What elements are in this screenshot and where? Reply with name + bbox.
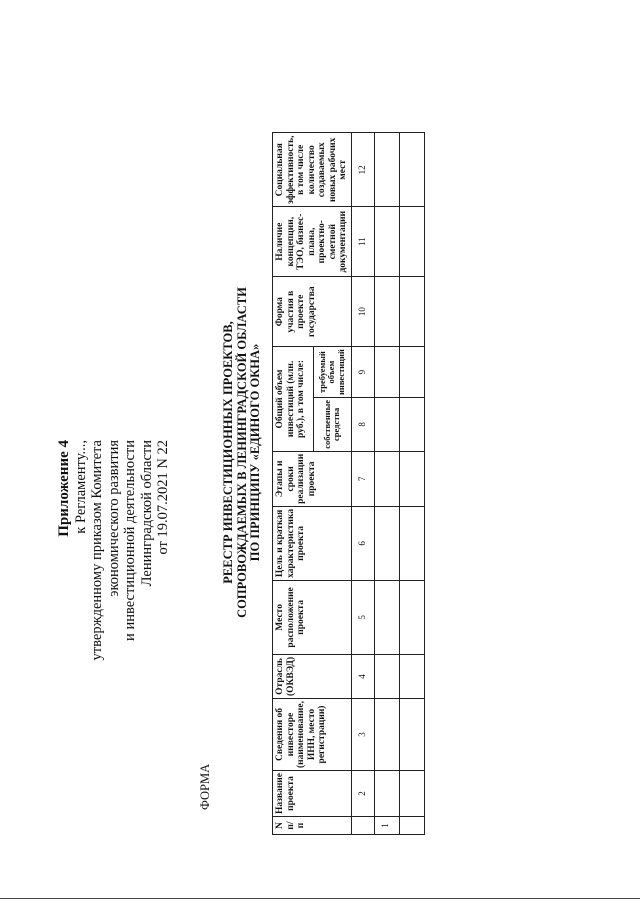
- table-cell: [399, 397, 424, 451]
- table-cell: [399, 506, 424, 580]
- col-number: 2: [351, 770, 374, 816]
- col-header: Социальная эффективность, в том числе количество создаваемых новых рабочих мест: [273, 133, 352, 207]
- col-number: 11: [351, 207, 374, 277]
- table-cell: [399, 817, 424, 835]
- appendix-line: Ленинградской области: [138, 440, 155, 587]
- table-cell: [399, 347, 424, 398]
- col-number: 9: [351, 347, 374, 398]
- table-cell: [374, 133, 399, 207]
- table-row: [399, 133, 424, 835]
- col-number: 10: [351, 277, 374, 347]
- appendix-line: утвержденному приказом Комитета: [89, 440, 105, 661]
- appendix-line: к Регламенту...,: [72, 440, 89, 534]
- col-number: 12: [351, 133, 374, 207]
- col-header: Наличие концепции, ТЭО, бизнес-плана, проектно-сметной документации: [273, 207, 352, 277]
- col-header: Название проекта: [273, 770, 352, 816]
- appendix-title: Приложение 4: [56, 440, 72, 537]
- table-cell: [399, 654, 424, 698]
- appendix-line: экономического развития: [105, 440, 122, 597]
- col-header: Форма участия в проекте государства: [273, 277, 352, 347]
- table-row: [374, 133, 399, 835]
- title-line: ПО ПРИНЦИПУ «ЕДИНОГО ОКНА»: [248, 343, 262, 562]
- header-row: [273, 133, 314, 835]
- col-number: 7: [351, 451, 374, 506]
- col-header: Этапы и сроки реализации проекта: [273, 451, 352, 506]
- col-number: [351, 817, 374, 835]
- table-cell: [374, 580, 399, 654]
- table-cell: [374, 347, 399, 398]
- col-header: Цель и краткая характеристика проекта: [273, 506, 352, 580]
- col-number: 6: [351, 506, 374, 580]
- table-cell: [399, 207, 424, 277]
- col-header: Сведения об инвесторе (наименование, ИНН, место регистрации): [273, 699, 352, 771]
- document-title: [222, 0, 263, 905]
- col-number: 8: [351, 397, 374, 451]
- column-number-row: [351, 133, 374, 835]
- table-cell: [399, 770, 424, 816]
- table-cell: [399, 699, 424, 771]
- table-cell: [374, 699, 399, 771]
- appendix-line: от 19.07.2021 N 22: [155, 440, 171, 555]
- appendix-header: [56, 440, 172, 660]
- col-subheader: собственные средства: [313, 397, 351, 451]
- table-cell: [374, 207, 399, 277]
- table-cell: [399, 277, 424, 347]
- table-cell: [374, 451, 399, 506]
- title-line: РЕЕСТР ИНВЕСТИЦИОННЫХ ПРОЕКТОВ,: [221, 321, 235, 584]
- table-cell: [374, 506, 399, 580]
- form-label: ФОРМА: [198, 763, 212, 810]
- title-line: СОПРОВОЖДАЕМЫХ В ЛЕНИНГРАДСКОЙ ОБЛАСТИ: [234, 287, 249, 618]
- col-number: 4: [351, 654, 374, 698]
- registry-table: [272, 133, 425, 836]
- col-header: Место расположение проекта: [273, 580, 352, 654]
- table-cell: 1: [374, 817, 399, 835]
- col-header: N п/п: [273, 817, 352, 835]
- table-cell: [374, 770, 399, 816]
- table-cell: [399, 133, 424, 207]
- col-header: Общий объем инвестиций (млн. руб.), в том числе:: [273, 347, 314, 452]
- appendix-line: и инвестиционной деятельности: [122, 440, 138, 641]
- table-cell: [374, 397, 399, 451]
- col-subheader: требуемый объем инвестиций: [313, 347, 351, 398]
- col-number: 3: [351, 699, 374, 771]
- table-cell: [374, 277, 399, 347]
- col-header: Отрасль (ОКВЭД): [273, 654, 352, 698]
- table-cell: [399, 580, 424, 654]
- table-cell: [374, 654, 399, 698]
- page-edge-line: [0, 898, 640, 899]
- col-number: 5: [351, 580, 374, 654]
- table-cell: [399, 451, 424, 506]
